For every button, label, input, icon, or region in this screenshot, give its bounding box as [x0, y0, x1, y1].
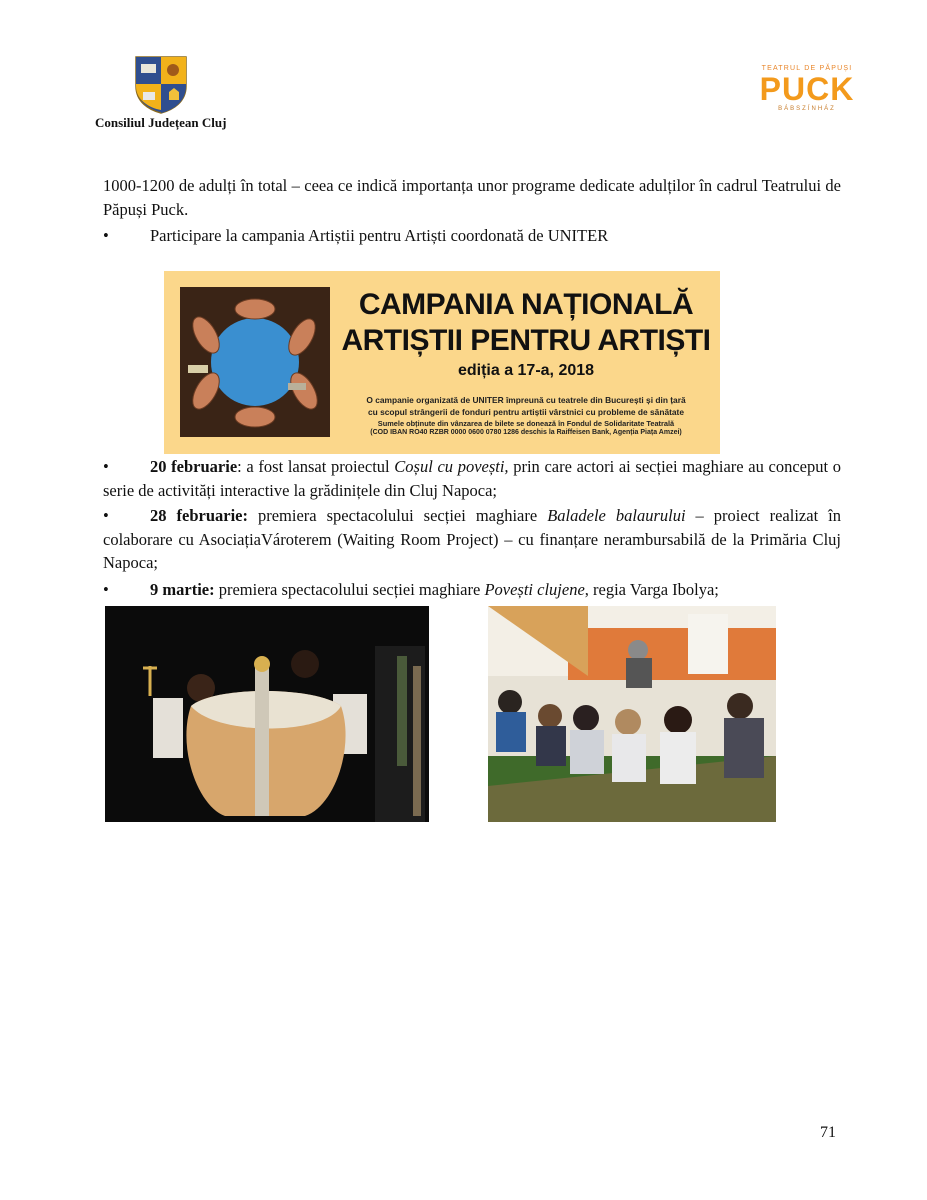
- intro-paragraph: 1000-1200 de adulți în total – ceea ce indică importanța unor programe dedicate adulților în cadrul Teatrului de Păpuși Puck.: [103, 176, 841, 219]
- bullet-text-part: premiera spectacolului secției maghiare: [247, 506, 548, 525]
- children-storytelling-photo: [488, 606, 776, 822]
- bullet-item-campaign: [103, 224, 841, 248]
- banner-title-line1: CAMPANIA NAȚIONALĂ: [358, 288, 694, 321]
- bullet-date: 28 februarie:: [150, 506, 248, 525]
- bullet-text: Participare la campania Artiștii pentru Artiști coordonată de UNITER: [150, 226, 609, 245]
- hands-circle-image: [180, 287, 330, 437]
- banner-edition: ediția a 17-a, 2018: [457, 362, 595, 379]
- bullet-text-part: , regia Varga Ibolya;: [584, 580, 719, 599]
- logo-top-text: TEATRUL DE PĂPUȘI: [761, 65, 853, 72]
- bullet-text-part: – proiect realizat în colaborare cu AsociațiaVároterem (Waiting Room Project) – cu finanțare nerambursabilă de la Primăria Cluj Napoca;: [103, 506, 841, 572]
- bullet-date: 9 martie:: [150, 580, 215, 599]
- bullet-marker: •: [103, 580, 109, 599]
- bullet-item-feb28: [103, 504, 841, 575]
- bullet-text-part: : a fost lansat proiectul: [237, 457, 395, 476]
- bullet-italic-title: Povești clujene: [484, 580, 585, 599]
- banner-text-line2: cu scopul strângerii de fonduri pentru artiștii vârstnici cu probleme de sănătate: [368, 407, 684, 417]
- logo-bottom-text: BÁBSZÍNHÁZ: [778, 106, 836, 112]
- bullet-marker: •: [103, 506, 109, 525]
- county-coat-of-arms-logo: [133, 54, 189, 114]
- banner-text-line4: (COD IBAN RO40 RZBR 0000 0600 0780 1286 deschis la Raiffeisen Bank, Agenția Piața Amzei): [370, 429, 682, 436]
- council-name: Consiliul Județean Cluj: [95, 115, 227, 130]
- bullet-italic-title: Coșul cu povești,: [394, 457, 509, 476]
- bullet-marker: •: [103, 226, 109, 245]
- bullet-item-feb20: [103, 455, 841, 502]
- puppet-show-stage-photo: [105, 606, 429, 822]
- bullet-text-part: prin care actori ai secției maghiare au conceput o serie de activități interactive la grădinițele din Cluj Napoca;: [103, 457, 841, 500]
- puck-theatre-logo: [752, 64, 862, 120]
- logo-main-text: PUCK: [759, 71, 855, 107]
- banner-text-line1: O campanie organizată de UNITER împreună cu teatrele din București și din țară: [366, 395, 686, 405]
- bullet-text-part: premiera spectacolului secției maghiare: [214, 580, 485, 599]
- bullet-marker: •: [103, 457, 109, 476]
- bullet-date: 20 februarie: [150, 457, 238, 476]
- bullet-italic-title: Baladele balaurului: [547, 506, 686, 525]
- banner-title-line2: ARTIȘTII PENTRU ARTIȘTI: [341, 324, 711, 357]
- campaign-banner: [164, 271, 720, 454]
- bullet-item-mar9: [103, 578, 841, 602]
- page-number: 71: [820, 1124, 836, 1141]
- banner-text-line3: Sumele obținute din vânzarea de bilete se donează în Fondul de Solidaritate Teatrală: [377, 419, 675, 428]
